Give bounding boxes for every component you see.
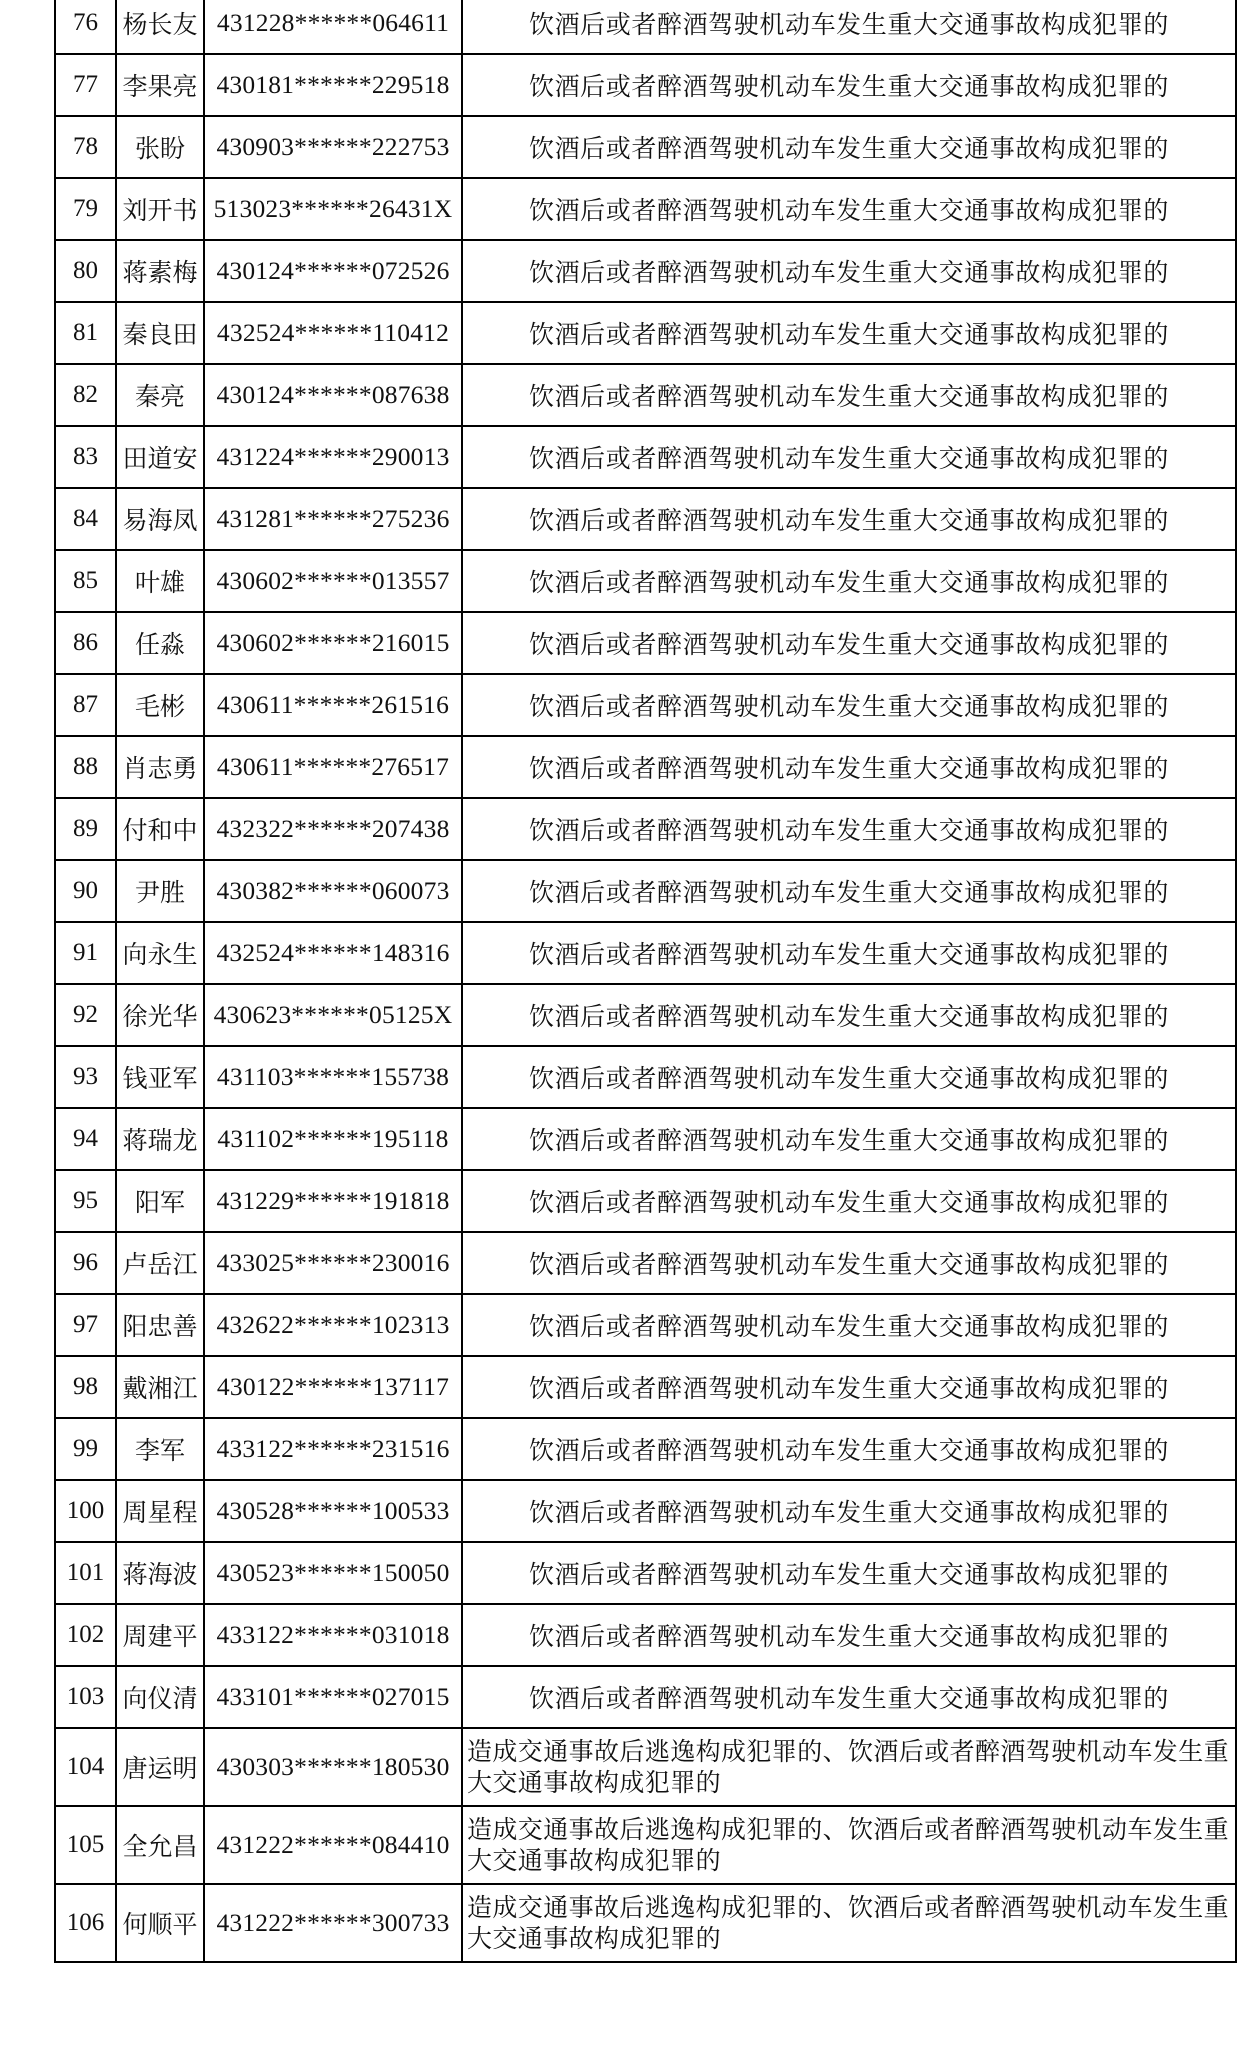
violation-reason-cell: 饮酒后或者醉酒驾驶机动车发生重大交通事故构成犯罪的 bbox=[462, 488, 1236, 550]
id-number-cell: 430124******072526 bbox=[204, 240, 462, 302]
row-number-cell: 87 bbox=[55, 674, 116, 736]
records-table bbox=[54, 0, 1237, 1963]
table-row bbox=[55, 1806, 1236, 1884]
table-row bbox=[55, 612, 1236, 674]
person-name-cell: 卢岳江 bbox=[116, 1232, 204, 1294]
row-number-cell: 81 bbox=[55, 302, 116, 364]
person-name-cell: 秦良田 bbox=[116, 302, 204, 364]
violation-reason-cell: 饮酒后或者醉酒驾驶机动车发生重大交通事故构成犯罪的 bbox=[462, 984, 1236, 1046]
table-row bbox=[55, 1542, 1236, 1604]
violation-reason-cell: 饮酒后或者醉酒驾驶机动车发生重大交通事故构成犯罪的 bbox=[462, 736, 1236, 798]
person-name-cell: 阳军 bbox=[116, 1170, 204, 1232]
violation-reason-cell: 饮酒后或者醉酒驾驶机动车发生重大交通事故构成犯罪的 bbox=[462, 178, 1236, 240]
table-row bbox=[55, 1728, 1236, 1806]
row-number-cell: 88 bbox=[55, 736, 116, 798]
id-number-cell: 430523******150050 bbox=[204, 1542, 462, 1604]
violation-reason-cell: 饮酒后或者醉酒驾驶机动车发生重大交通事故构成犯罪的 bbox=[462, 1542, 1236, 1604]
violation-reason-cell: 饮酒后或者醉酒驾驶机动车发生重大交通事故构成犯罪的 bbox=[462, 1604, 1236, 1666]
row-number-cell: 93 bbox=[55, 1046, 116, 1108]
table-row bbox=[55, 364, 1236, 426]
violation-reason-cell: 造成交通事故后逃逸构成犯罪的、饮酒后或者醉酒驾驶机动车发生重大交通事故构成犯罪的 bbox=[462, 1728, 1236, 1806]
person-name-cell: 田道安 bbox=[116, 426, 204, 488]
table-row bbox=[55, 736, 1236, 798]
id-number-cell: 433122******231516 bbox=[204, 1418, 462, 1480]
person-name-cell: 李军 bbox=[116, 1418, 204, 1480]
id-number-cell: 513023******26431X bbox=[204, 178, 462, 240]
person-name-cell: 唐运明 bbox=[116, 1728, 204, 1806]
row-number-cell: 90 bbox=[55, 860, 116, 922]
row-number-cell: 105 bbox=[55, 1806, 116, 1884]
person-name-cell: 秦亮 bbox=[116, 364, 204, 426]
person-name-cell: 任淼 bbox=[116, 612, 204, 674]
person-name-cell: 蒋海波 bbox=[116, 1542, 204, 1604]
violation-reason-cell: 饮酒后或者醉酒驾驶机动车发生重大交通事故构成犯罪的 bbox=[462, 116, 1236, 178]
violation-reason-cell: 饮酒后或者醉酒驾驶机动车发生重大交通事故构成犯罪的 bbox=[462, 1232, 1236, 1294]
violation-reason-cell: 饮酒后或者醉酒驾驶机动车发生重大交通事故构成犯罪的 bbox=[462, 612, 1236, 674]
violation-reason-cell: 造成交通事故后逃逸构成犯罪的、饮酒后或者醉酒驾驶机动车发生重大交通事故构成犯罪的 bbox=[462, 1806, 1236, 1884]
violation-reason-cell: 饮酒后或者醉酒驾驶机动车发生重大交通事故构成犯罪的 bbox=[462, 1480, 1236, 1542]
row-number-cell: 80 bbox=[55, 240, 116, 302]
person-name-cell: 付和中 bbox=[116, 798, 204, 860]
table-row bbox=[55, 1884, 1236, 1962]
id-number-cell: 430602******013557 bbox=[204, 550, 462, 612]
table-row bbox=[55, 426, 1236, 488]
table-row bbox=[55, 1418, 1236, 1480]
violation-reason-cell: 饮酒后或者醉酒驾驶机动车发生重大交通事故构成犯罪的 bbox=[462, 1046, 1236, 1108]
row-number-cell: 103 bbox=[55, 1666, 116, 1728]
table-row bbox=[55, 550, 1236, 612]
violation-reason-cell: 造成交通事故后逃逸构成犯罪的、饮酒后或者醉酒驾驶机动车发生重大交通事故构成犯罪的 bbox=[462, 1884, 1236, 1962]
person-name-cell: 尹胜 bbox=[116, 860, 204, 922]
id-number-cell: 431281******275236 bbox=[204, 488, 462, 550]
violation-reason-cell: 饮酒后或者醉酒驾驶机动车发生重大交通事故构成犯罪的 bbox=[462, 922, 1236, 984]
id-number-cell: 430602******216015 bbox=[204, 612, 462, 674]
table-row bbox=[55, 860, 1236, 922]
row-number-cell: 101 bbox=[55, 1542, 116, 1604]
id-number-cell: 433101******027015 bbox=[204, 1666, 462, 1728]
id-number-cell: 430303******180530 bbox=[204, 1728, 462, 1806]
row-number-cell: 79 bbox=[55, 178, 116, 240]
table-row bbox=[55, 984, 1236, 1046]
violation-reason-cell: 饮酒后或者醉酒驾驶机动车发生重大交通事故构成犯罪的 bbox=[462, 1666, 1236, 1728]
person-name-cell: 向永生 bbox=[116, 922, 204, 984]
person-name-cell: 杨长友 bbox=[116, 0, 204, 54]
row-number-cell: 83 bbox=[55, 426, 116, 488]
id-number-cell: 430623******05125X bbox=[204, 984, 462, 1046]
row-number-cell: 97 bbox=[55, 1294, 116, 1356]
table-row bbox=[55, 1232, 1236, 1294]
person-name-cell: 钱亚军 bbox=[116, 1046, 204, 1108]
violation-reason-cell: 饮酒后或者醉酒驾驶机动车发生重大交通事故构成犯罪的 bbox=[462, 364, 1236, 426]
id-number-cell: 430124******087638 bbox=[204, 364, 462, 426]
id-number-cell: 430382******060073 bbox=[204, 860, 462, 922]
table-row bbox=[55, 1604, 1236, 1666]
person-name-cell: 张盼 bbox=[116, 116, 204, 178]
table-row bbox=[55, 1294, 1236, 1356]
table-row bbox=[55, 488, 1236, 550]
row-number-cell: 102 bbox=[55, 1604, 116, 1666]
person-name-cell: 戴湘江 bbox=[116, 1356, 204, 1418]
person-name-cell: 肖志勇 bbox=[116, 736, 204, 798]
row-number-cell: 84 bbox=[55, 488, 116, 550]
row-number-cell: 104 bbox=[55, 1728, 116, 1806]
violation-reason-cell: 饮酒后或者醉酒驾驶机动车发生重大交通事故构成犯罪的 bbox=[462, 1356, 1236, 1418]
person-name-cell: 阳忠善 bbox=[116, 1294, 204, 1356]
row-number-cell: 95 bbox=[55, 1170, 116, 1232]
id-number-cell: 432622******102313 bbox=[204, 1294, 462, 1356]
id-number-cell: 430611******276517 bbox=[204, 736, 462, 798]
violation-reason-cell: 饮酒后或者醉酒驾驶机动车发生重大交通事故构成犯罪的 bbox=[462, 1418, 1236, 1480]
row-number-cell: 92 bbox=[55, 984, 116, 1046]
id-number-cell: 431229******191818 bbox=[204, 1170, 462, 1232]
violation-reason-cell: 饮酒后或者醉酒驾驶机动车发生重大交通事故构成犯罪的 bbox=[462, 550, 1236, 612]
id-number-cell: 431102******195118 bbox=[204, 1108, 462, 1170]
table-row bbox=[55, 674, 1236, 736]
violation-reason-cell: 饮酒后或者醉酒驾驶机动车发生重大交通事故构成犯罪的 bbox=[462, 798, 1236, 860]
person-name-cell: 何顺平 bbox=[116, 1884, 204, 1962]
id-number-cell: 431222******084410 bbox=[204, 1806, 462, 1884]
id-number-cell: 432524******148316 bbox=[204, 922, 462, 984]
person-name-cell: 刘开书 bbox=[116, 178, 204, 240]
row-number-cell: 89 bbox=[55, 798, 116, 860]
table-row bbox=[55, 1046, 1236, 1108]
row-number-cell: 77 bbox=[55, 54, 116, 116]
id-number-cell: 431228******064611 bbox=[204, 0, 462, 54]
table-row bbox=[55, 302, 1236, 364]
table-row bbox=[55, 798, 1236, 860]
row-number-cell: 76 bbox=[55, 0, 116, 54]
row-number-cell: 100 bbox=[55, 1480, 116, 1542]
table-row bbox=[55, 1666, 1236, 1728]
person-name-cell: 周建平 bbox=[116, 1604, 204, 1666]
id-number-cell: 431103******155738 bbox=[204, 1046, 462, 1108]
table-row bbox=[55, 0, 1236, 54]
row-number-cell: 78 bbox=[55, 116, 116, 178]
id-number-cell: 431224******290013 bbox=[204, 426, 462, 488]
table-row bbox=[55, 54, 1236, 116]
person-name-cell: 叶雄 bbox=[116, 550, 204, 612]
row-number-cell: 85 bbox=[55, 550, 116, 612]
id-number-cell: 430611******261516 bbox=[204, 674, 462, 736]
row-number-cell: 99 bbox=[55, 1418, 116, 1480]
violation-reason-cell: 饮酒后或者醉酒驾驶机动车发生重大交通事故构成犯罪的 bbox=[462, 240, 1236, 302]
violation-reason-cell: 饮酒后或者醉酒驾驶机动车发生重大交通事故构成犯罪的 bbox=[462, 1108, 1236, 1170]
person-name-cell: 李果亮 bbox=[116, 54, 204, 116]
row-number-cell: 94 bbox=[55, 1108, 116, 1170]
person-name-cell: 蒋素梅 bbox=[116, 240, 204, 302]
violation-reason-cell: 饮酒后或者醉酒驾驶机动车发生重大交通事故构成犯罪的 bbox=[462, 674, 1236, 736]
id-number-cell: 433025******230016 bbox=[204, 1232, 462, 1294]
person-name-cell: 毛彬 bbox=[116, 674, 204, 736]
id-number-cell: 430903******222753 bbox=[204, 116, 462, 178]
violation-reason-cell: 饮酒后或者醉酒驾驶机动车发生重大交通事故构成犯罪的 bbox=[462, 1294, 1236, 1356]
table-row bbox=[55, 1108, 1236, 1170]
person-name-cell: 易海凤 bbox=[116, 488, 204, 550]
row-number-cell: 106 bbox=[55, 1884, 116, 1962]
records-table-body bbox=[55, 0, 1236, 1962]
id-number-cell: 432322******207438 bbox=[204, 798, 462, 860]
id-number-cell: 432524******110412 bbox=[204, 302, 462, 364]
violation-reason-cell: 饮酒后或者醉酒驾驶机动车发生重大交通事故构成犯罪的 bbox=[462, 426, 1236, 488]
row-number-cell: 96 bbox=[55, 1232, 116, 1294]
id-number-cell: 430181******229518 bbox=[204, 54, 462, 116]
id-number-cell: 431222******300733 bbox=[204, 1884, 462, 1962]
table-row bbox=[55, 922, 1236, 984]
row-number-cell: 91 bbox=[55, 922, 116, 984]
person-name-cell: 蒋瑞龙 bbox=[116, 1108, 204, 1170]
table-row bbox=[55, 240, 1236, 302]
table-row bbox=[55, 1356, 1236, 1418]
table-row bbox=[55, 116, 1236, 178]
violation-reason-cell: 饮酒后或者醉酒驾驶机动车发生重大交通事故构成犯罪的 bbox=[462, 860, 1236, 922]
row-number-cell: 98 bbox=[55, 1356, 116, 1418]
violation-reason-cell: 饮酒后或者醉酒驾驶机动车发生重大交通事故构成犯罪的 bbox=[462, 54, 1236, 116]
person-name-cell: 全允昌 bbox=[116, 1806, 204, 1884]
id-number-cell: 430122******137117 bbox=[204, 1356, 462, 1418]
row-number-cell: 86 bbox=[55, 612, 116, 674]
person-name-cell: 向仪清 bbox=[116, 1666, 204, 1728]
person-name-cell: 周星程 bbox=[116, 1480, 204, 1542]
id-number-cell: 430528******100533 bbox=[204, 1480, 462, 1542]
row-number-cell: 82 bbox=[55, 364, 116, 426]
person-name-cell: 徐光华 bbox=[116, 984, 204, 1046]
id-number-cell: 433122******031018 bbox=[204, 1604, 462, 1666]
violation-reason-cell: 饮酒后或者醉酒驾驶机动车发生重大交通事故构成犯罪的 bbox=[462, 0, 1236, 54]
violation-reason-cell: 饮酒后或者醉酒驾驶机动车发生重大交通事故构成犯罪的 bbox=[462, 1170, 1236, 1232]
violation-reason-cell: 饮酒后或者醉酒驾驶机动车发生重大交通事故构成犯罪的 bbox=[462, 302, 1236, 364]
table-row bbox=[55, 1480, 1236, 1542]
table-row bbox=[55, 1170, 1236, 1232]
table-row bbox=[55, 178, 1236, 240]
